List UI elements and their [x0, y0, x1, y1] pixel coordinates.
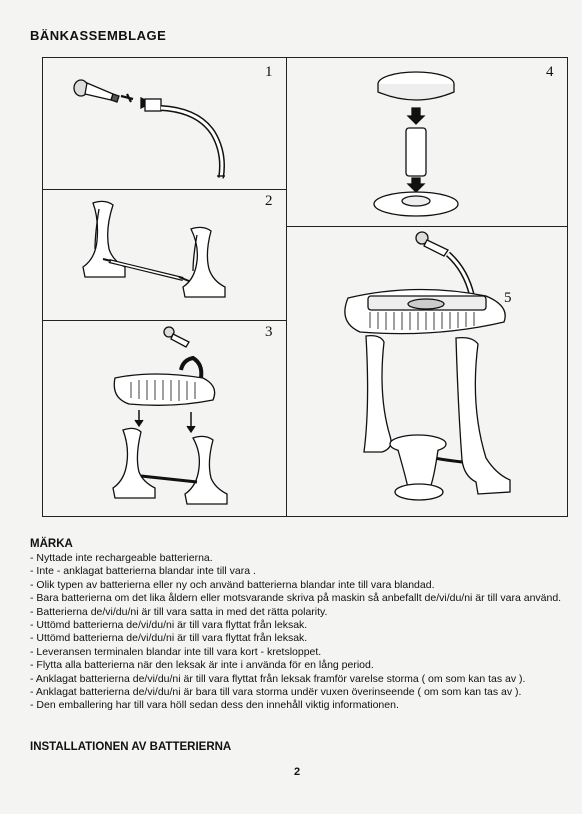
panel-1-number: 1	[265, 64, 273, 80]
notes-list	[30, 552, 570, 713]
list-item: - Olik typen av batterierna eller ny och använd batterierna blandar inte till vara blandad.	[30, 578, 435, 591]
list-item: - Uttömd batterierna de/vi/du/ni är till vara flyttat från leksak.	[30, 632, 308, 645]
list-item: - Leveransen terminalen blandar inte till vara kort - kretsloppet.	[30, 645, 322, 658]
page-number: 2	[294, 766, 301, 778]
list-item: - Den emballering har till vara höll sedan dess den innehåll viktig informationen.	[30, 699, 399, 712]
list-item: - Flytta alla batterierna när den leksak är inte i använda för en lång period.	[30, 659, 374, 672]
battery-installation-heading: INSTALLATIONEN AV BATTERIERNA	[30, 741, 232, 753]
panel-1	[43, 58, 286, 189]
panel-5	[286, 226, 567, 516]
warning-notes	[30, 538, 570, 713]
list-item: - Anklagat batterierna de/vi/du/ni är bara till vara storma undër vuxen överinseende ( om som kan tas av ).	[30, 686, 522, 699]
list-item: - Batterierna de/vi/du/ni är till vara satta in med det rätta polarity.	[30, 605, 328, 618]
list-item: - Nyttade inte rechargeable batterierna.	[30, 552, 213, 564]
panel-2	[43, 189, 286, 320]
stool-assembly-illustration	[286, 58, 567, 226]
panel-4	[286, 58, 567, 226]
panel-3	[43, 320, 286, 516]
microphone-attach-illustration	[43, 58, 286, 189]
list-item: - Inte - anklagat batterierna blandar inte till vara .	[30, 565, 256, 578]
notes-heading: MÄRKA	[30, 538, 73, 550]
list-item: - Uttömd batterierna de/vi/du/ni är till vara flyttat från leksak.	[30, 619, 308, 632]
panel-4-number: 4	[546, 64, 554, 80]
stand-assembly-illustration	[43, 189, 286, 320]
page-title: BÄNKASSEMBLAGE	[30, 28, 167, 43]
assembly-diagram	[42, 57, 568, 517]
assembled-keyboard-illustration	[286, 226, 567, 516]
list-item: - Anklagat batterierna de/vi/du/ni är till vara flyttat från leksak framför varelse storma ( om som kan tas av ).	[30, 672, 526, 685]
keyboard-on-stand-illustration	[43, 320, 286, 516]
list-item: - Bara batterierna om det lika åldern eller motsvarande skriva på maskin så anbefallt de/vi/du/ni är till vara använd.	[30, 592, 562, 605]
panel-2-number: 2	[265, 193, 273, 209]
panel-3-number: 3	[265, 324, 273, 340]
panel-5-number: 5	[504, 290, 512, 306]
